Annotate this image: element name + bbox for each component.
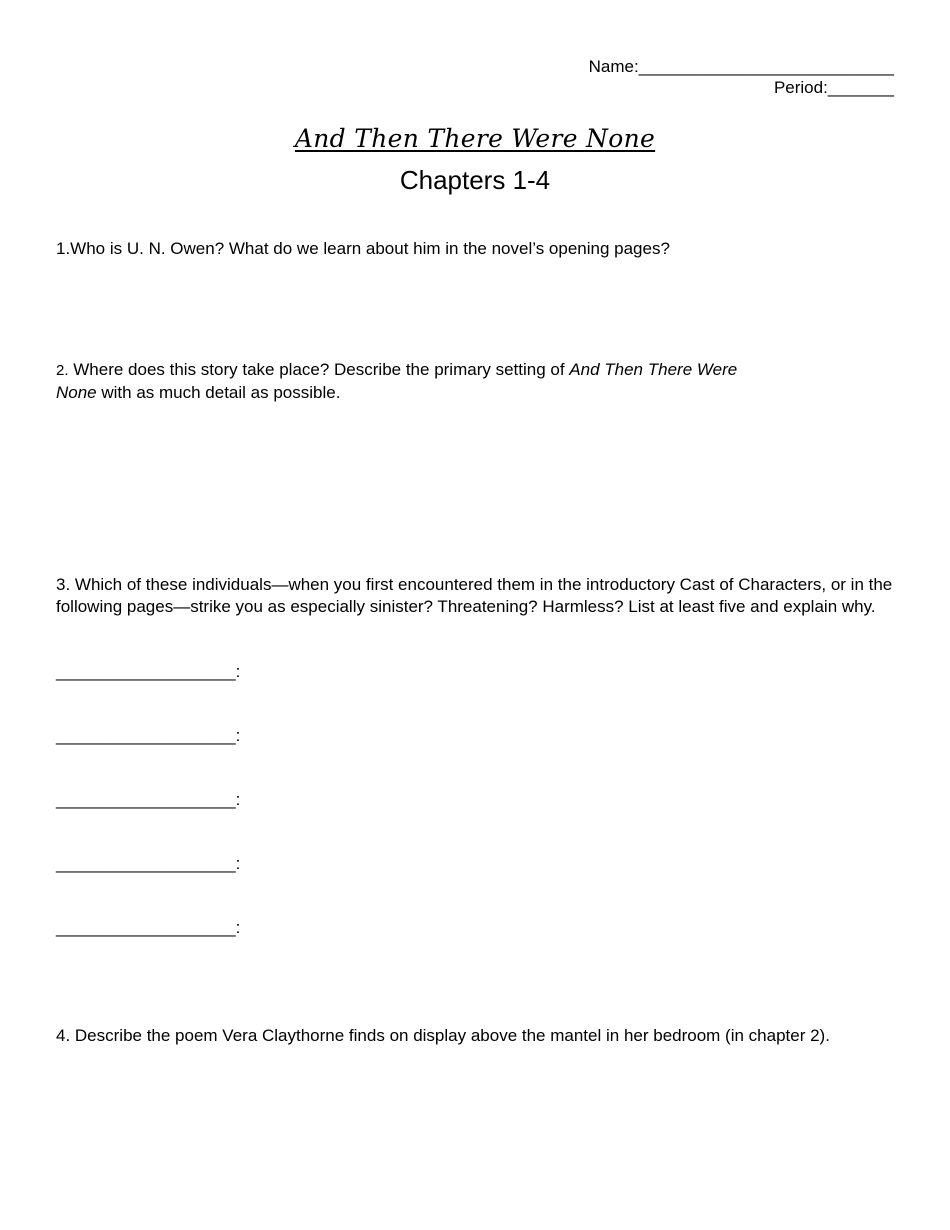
question-2 [56, 359, 776, 404]
question-3: 3. Which of these individuals—when you first encountered them in the introductory Cast of Characters, or in the following pages—strike you as especially sinister? Threatening? Harmless? List at least five and explain why. [56, 575, 893, 616]
question-2-text-before: Where does this story take place? Describe the primary setting of [68, 360, 570, 379]
worksheet-title: And Then There Were None [294, 124, 656, 153]
answer-blank-3[interactable]: ___________________: [56, 790, 241, 809]
period-field[interactable]: Period:_______ [773, 78, 894, 97]
question-1: 1.Who is U. N. Owen? What do we learn about him in the novel’s opening pages? [56, 239, 670, 258]
question-2-text-after: with as much detail as possible. [96, 383, 341, 402]
answer-blank-2[interactable]: ___________________: [56, 726, 241, 745]
answer-blank-4[interactable]: ___________________: [56, 854, 241, 873]
book-title-italic: And Then There Were None [56, 360, 738, 402]
question-4: 4. Describe the poem Vera Claythorne finds on display above the mantel in her bedroom (in chapter 2). [56, 1026, 830, 1045]
name-field[interactable]: Name:___________________________ [588, 57, 894, 76]
worksheet-subtitle: Chapters 1-4 [399, 165, 551, 195]
answer-blank-1[interactable]: ___________________: [56, 662, 241, 681]
question-2-number: 2. [56, 362, 69, 379]
answer-blank-5[interactable]: ___________________: [56, 918, 241, 937]
